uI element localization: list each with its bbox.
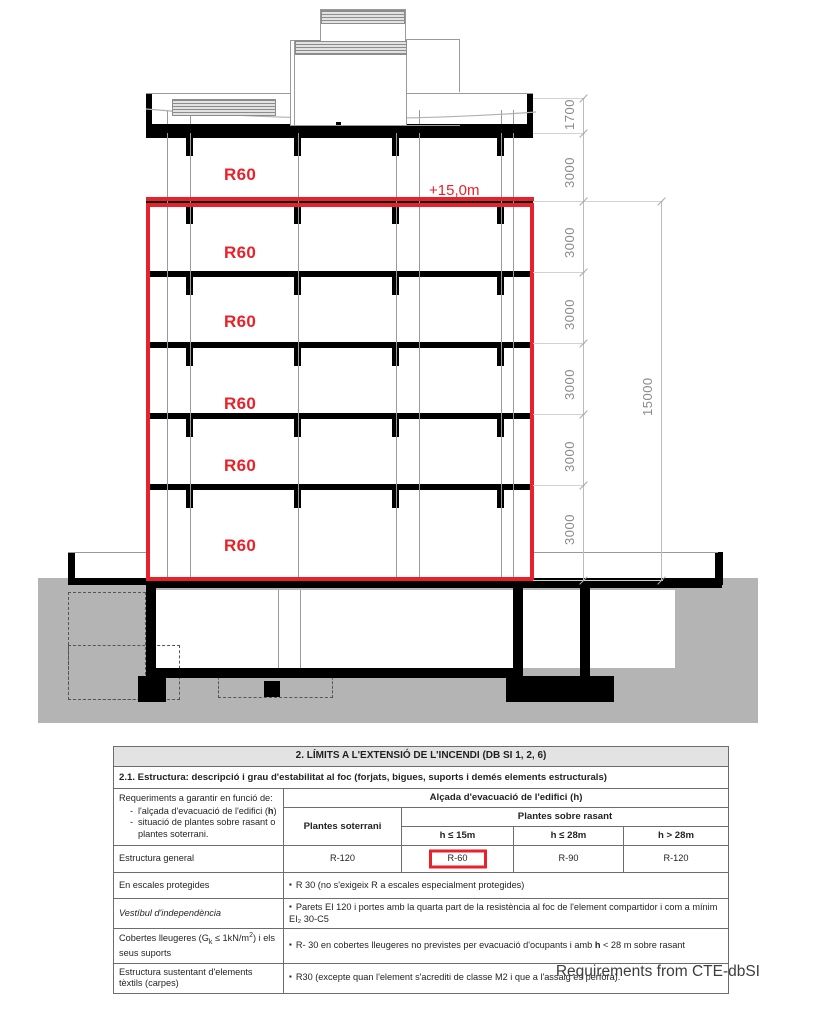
col-header-h28plus: h > 28m: [624, 827, 729, 846]
overall-dimension-line: [661, 201, 662, 581]
dimension-extension-line: [533, 580, 663, 581]
row-text-escales-protegides: ▪ R 30 (no s'exigeix R a escales especialment protegides): [284, 872, 729, 899]
col-header-basement: Plantes soterrani: [284, 808, 402, 846]
dimension-value-3000-f: 3000: [562, 514, 577, 545]
table-title: 2. LÍMITS A L'EXTENSIÓ DE L'INCENDI (DB SI 1, 2, 6): [114, 747, 729, 767]
basement-partition-1: [278, 590, 279, 668]
cell-h28plus-r120: R-120: [624, 846, 729, 873]
roof-panel-hatch: [172, 99, 276, 116]
penthouse-base-line: [290, 125, 460, 126]
table-row: [114, 846, 729, 873]
cell-h15-value: R-60: [447, 853, 468, 864]
fire-rating-label-level-5: R60: [224, 243, 257, 262]
dimension-extension-line: [533, 414, 585, 415]
footing-center: [264, 681, 280, 697]
table-row: [114, 747, 729, 767]
col-header-h28: h ≤ 28m: [514, 827, 624, 846]
cell-h28-r90: R-90: [514, 846, 624, 873]
row-text-elements-textils: ▪ R30 (excepte quan l'element s'acrediti de classe M2 i que a l'assaig es perfora).: [284, 963, 729, 993]
group-header-evac-height: Alçada d'evacuació de l'edifici (h): [284, 789, 729, 808]
terrace-parapet-right: [715, 552, 723, 585]
table-row: [114, 766, 729, 789]
requirements-header: Requeriments a garantir en funció de:: [119, 793, 273, 804]
figure-caption: Requirements from CTE-dbSI: [555, 963, 760, 980]
dimension-extension-line: [533, 201, 663, 202]
terrace-top-line-left: [68, 552, 148, 553]
basement-wall-left: [146, 578, 156, 676]
basement-partition-2: [300, 590, 301, 668]
row-label-estructura-general: Estructura general: [114, 846, 284, 873]
dimension-value-3000-d: 3000: [562, 369, 577, 400]
basement-floor-slab: [146, 668, 523, 678]
footing-right: [506, 676, 614, 702]
dimension-value-3000-a: 3000: [562, 157, 577, 188]
basement-void: [155, 590, 675, 668]
row-label-elements-textils: Estructura sustentant d'elements tèxtils (carpes): [114, 963, 284, 993]
cell-basement-r120: R-120: [284, 846, 402, 873]
table-row: [114, 872, 729, 899]
row-text-cobertes-lleugeres: ▪ R- 30 en cobertes lleugeres no previstes per evacuació d'ocupants i amb h < 28 m sobre rasant: [284, 929, 729, 963]
row-label-escales-protegides: En escales protegides: [114, 872, 284, 899]
dimension-extension-line: [533, 98, 585, 99]
table-row: [114, 899, 729, 929]
overall-dimension-value: 15000: [640, 377, 655, 416]
dimension-value-3000-c: 3000: [562, 299, 577, 330]
cte-requirements-table-wrapper: [113, 746, 728, 994]
fire-rating-label-level-4: R60: [224, 312, 257, 331]
requirements-item-location: - situació de plantes sobre rasant o plantes soterrani.: [130, 817, 278, 840]
penthouse-step-block: [406, 39, 460, 92]
requirements-cell: [114, 789, 284, 846]
dimension-chain-line: [583, 98, 584, 581]
dimension-value-3000-b: 3000: [562, 227, 577, 258]
dimension-value-1700: 1700: [562, 99, 577, 130]
requirements-item-height: - l'alçada d'evacuació de l'edifici (h): [130, 806, 278, 818]
penthouse-top-hatch: [321, 10, 405, 24]
table-section-heading: 2.1. Estructura: descripció i grau d'estabilitat al foc (forjats, bigues, suports i demés elements estructurals): [114, 766, 729, 789]
fire-rating-label-level-6: R60: [224, 165, 257, 184]
row-label-cobertes-lleugeres: Cobertes lleugeres $(G_k \le 1kN/m^2)$ i els seus suports: [114, 929, 284, 963]
requirements-list: [119, 806, 278, 841]
basement-wall-right-inner: [513, 588, 523, 676]
col-header-above-grade: Plantes sobre rasant: [402, 808, 729, 827]
fire-zone-highlight-rect: [146, 203, 534, 581]
dimension-extension-line: [533, 272, 585, 273]
table-row: [114, 929, 729, 963]
fire-rating-label-level-1: R60: [224, 536, 257, 555]
penthouse-lower-hatch: [295, 40, 407, 55]
fire-rating-label-level-3: R60: [224, 394, 257, 413]
dimension-value-3000-e: 3000: [562, 441, 577, 472]
row-text-vestibul-independencia: ▪ Parets EI 120 i portes amb la quarta part de la resistència al foc de l'element compartidor i com a mínim EI₂ 30-C5: [284, 899, 729, 929]
dimension-extension-line: [533, 343, 585, 344]
row-label-vestibul-independencia: Vestíbul d'independència: [114, 899, 284, 929]
evacuation-height-marker: +15,0m: [429, 182, 480, 199]
roof-vent-small: [336, 122, 341, 130]
fire-rating-label-level-2: R60: [224, 456, 257, 475]
col-header-h15: h ≤ 15m: [402, 827, 514, 846]
dimension-extension-line: [533, 133, 585, 134]
basement-wall-right-outer: [580, 588, 590, 676]
cell-h15-r60-highlighted: [402, 846, 514, 873]
terrace-slab-left: [68, 578, 150, 585]
dimension-extension-line: [533, 485, 585, 486]
footing-left: [138, 676, 166, 702]
terrace-top-line-right: [533, 552, 718, 553]
cte-requirements-table: [113, 746, 729, 994]
table-row: [114, 789, 729, 808]
